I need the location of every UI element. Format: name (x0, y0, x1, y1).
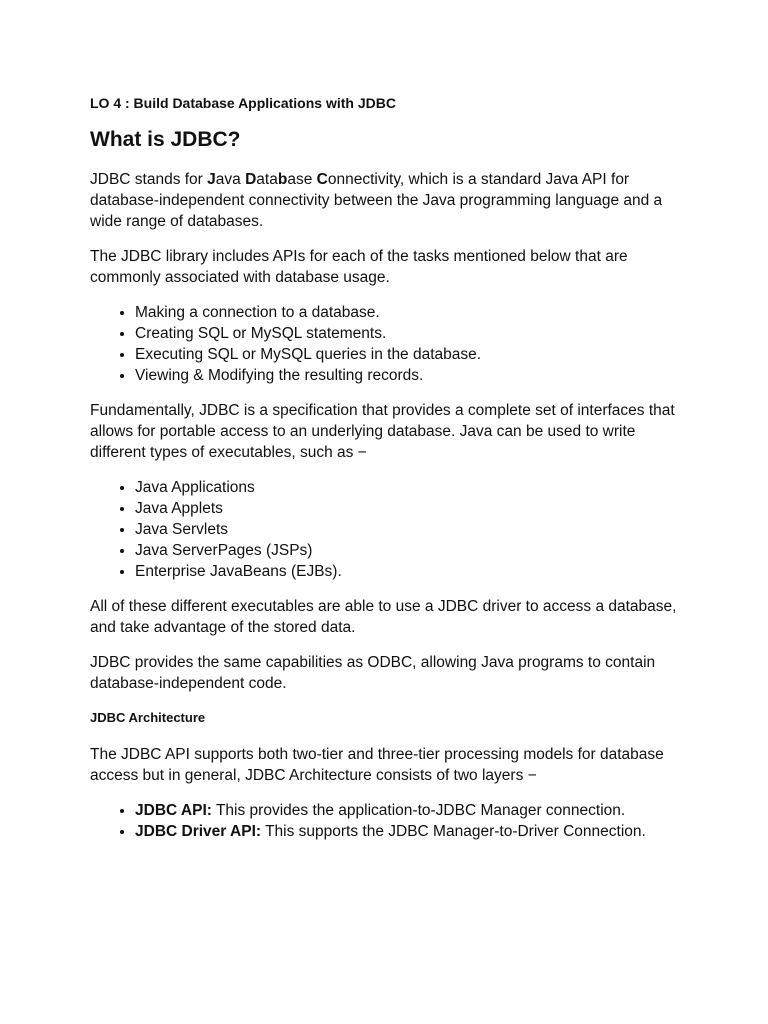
layer-term: JDBC Driver API: (135, 823, 262, 840)
list-item: • Java Applets (135, 498, 690, 519)
list-item: • Java ServerPages (JSPs) (135, 540, 690, 561)
list-item: • Creating SQL or MySQL statements. (135, 323, 690, 344)
layer-desc: This provides the application-to-JDBC Manager connection. (211, 802, 626, 819)
list-item: • Java Servlets (135, 519, 690, 540)
intro-text-ase: ase (287, 171, 317, 188)
list-item: • Java Applications (135, 477, 690, 498)
tasks-list (90, 302, 690, 386)
intro-text-ava: ava (215, 171, 246, 188)
list-item: • Making a connection to a database. (135, 302, 690, 323)
layer-term: JDBC API: (135, 802, 212, 819)
list-item (135, 800, 690, 821)
list-item: • Executing SQL or MySQL queries in the database. (135, 344, 690, 365)
architecture-paragraph: The JDBC API supports both two-tier and three-tier processing models for database access but in general, JDBC Architecture consists of two layers − (90, 746, 664, 784)
page-title: What is JDBC? (90, 128, 241, 151)
intro-text-ata: ata (256, 171, 278, 188)
executables-paragraph: All of these different executables are able to use a JDBC driver to access a database, and take advantage of the stored data. (90, 598, 677, 636)
intro-text-start: JDBC stands for (90, 171, 208, 188)
intro-paragraph (90, 169, 690, 232)
executables-list (90, 477, 690, 582)
lo-heading: LO 4 : Build Database Applications with JDBC (90, 95, 396, 111)
intro-letter-c: C (316, 171, 328, 188)
library-paragraph: The JDBC library includes APIs for each of the tasks mentioned below that are commonly associated with database usage. (90, 248, 628, 286)
layers-list (90, 800, 690, 842)
fundamental-paragraph: Fundamentally, JDBC is a specification that provides a complete set of interfaces that allows for portable access to an underlying database. Java can be used to write different types of executables, such as − (90, 402, 675, 461)
list-item (135, 821, 690, 842)
intro-letter-d: D (245, 171, 257, 188)
architecture-heading: JDBC Architecture (90, 710, 206, 725)
odbc-paragraph: JDBC provides the same capabilities as ODBC, allowing Java programs to contain database-independent code. (90, 654, 656, 692)
list-item: • Enterprise JavaBeans (EJBs). (135, 561, 690, 582)
intro-text-rest: onnectivity, which is a standard Java API for database-independent connectivity between the Java programming language and a wide range of databases. (90, 171, 663, 230)
intro-letter-b: b (277, 171, 288, 188)
document-page (90, 93, 690, 856)
list-item: • Viewing & Modifying the resulting records. (135, 365, 690, 386)
intro-letter-j: J (207, 171, 216, 188)
layer-desc: This supports the JDBC Manager-to-Driver Connection. (261, 823, 646, 840)
